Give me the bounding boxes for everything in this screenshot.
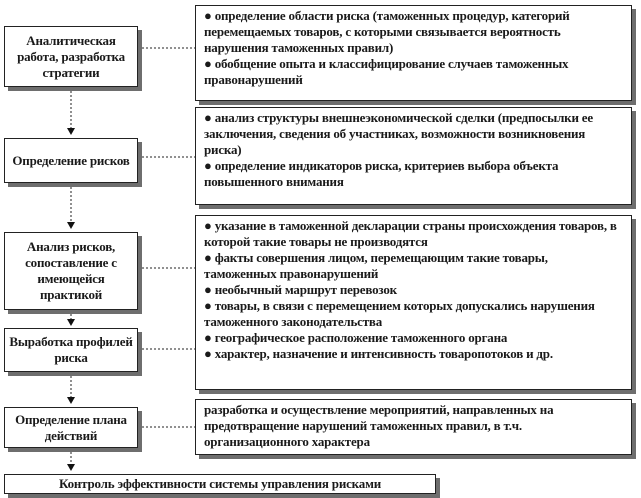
step-risk-profiles-label: Выработка профилей риска	[9, 334, 133, 365]
step-risk-analysis-label: Анализ рисков, сопоставление с имеющейся практикой	[25, 239, 117, 302]
step-risk-analysis	[4, 232, 138, 310]
detail-item: разработка и осуществление мероприятий, направленных на предотвращение нарушений таможенных правил, в т.ч. организационного характера	[204, 402, 554, 449]
step-efficiency-control-label: Контроль эффективности системы управления рисками	[58, 476, 382, 491]
step-risk-profiles	[4, 328, 138, 372]
details-plan	[195, 399, 632, 455]
detail-item: ● указание в таможенной декларации страны происхождения товаров, в которой такие товары не производятся	[204, 218, 617, 249]
detail-item: ● географическое расположение таможенного органа	[204, 330, 508, 345]
detail-item: ● факты совершения лицом, перемещающим такие товары, таможенных правонарушений	[204, 250, 548, 281]
detail-item: ● обобщение опыта и классифицирование случаев таможенных правонарушений	[204, 56, 569, 87]
step-analytic-work-label: Аналитическая работа, разработка стратегии	[17, 32, 125, 80]
details-analysis	[195, 215, 632, 390]
step-analytic-work	[4, 26, 138, 87]
step-risk-definition	[4, 138, 138, 183]
detail-item: ● характер, назначение и интенсивность товаропотоков и др.	[204, 346, 553, 361]
details-analytic	[195, 5, 632, 101]
detail-item: ● товары, в связи с перемещением которых допускались нарушения таможенного законодательства	[204, 298, 595, 329]
details-risks	[195, 107, 632, 205]
detail-item: ● определение области риска (таможенных процедур, категорий перемещаемых товаров, с которыми связывается вероятность нарушения таможенных правил)	[204, 8, 570, 55]
step-action-plan-label: Определение плана действий	[15, 411, 127, 443]
detail-item: ● анализ структуры внешнеэкономической сделки (предпосылки ее заключения, сведения об участниках, возможности возникновения риска)	[204, 110, 593, 157]
step-efficiency-control	[4, 474, 436, 494]
step-risk-definition-label: Определение рисков	[12, 152, 130, 168]
detail-item: ● необычный маршрут перевозок	[204, 282, 397, 297]
step-action-plan	[4, 407, 138, 448]
detail-item: ● определение индикаторов риска, критериев выбора объекта повышенного внимания	[204, 158, 559, 189]
